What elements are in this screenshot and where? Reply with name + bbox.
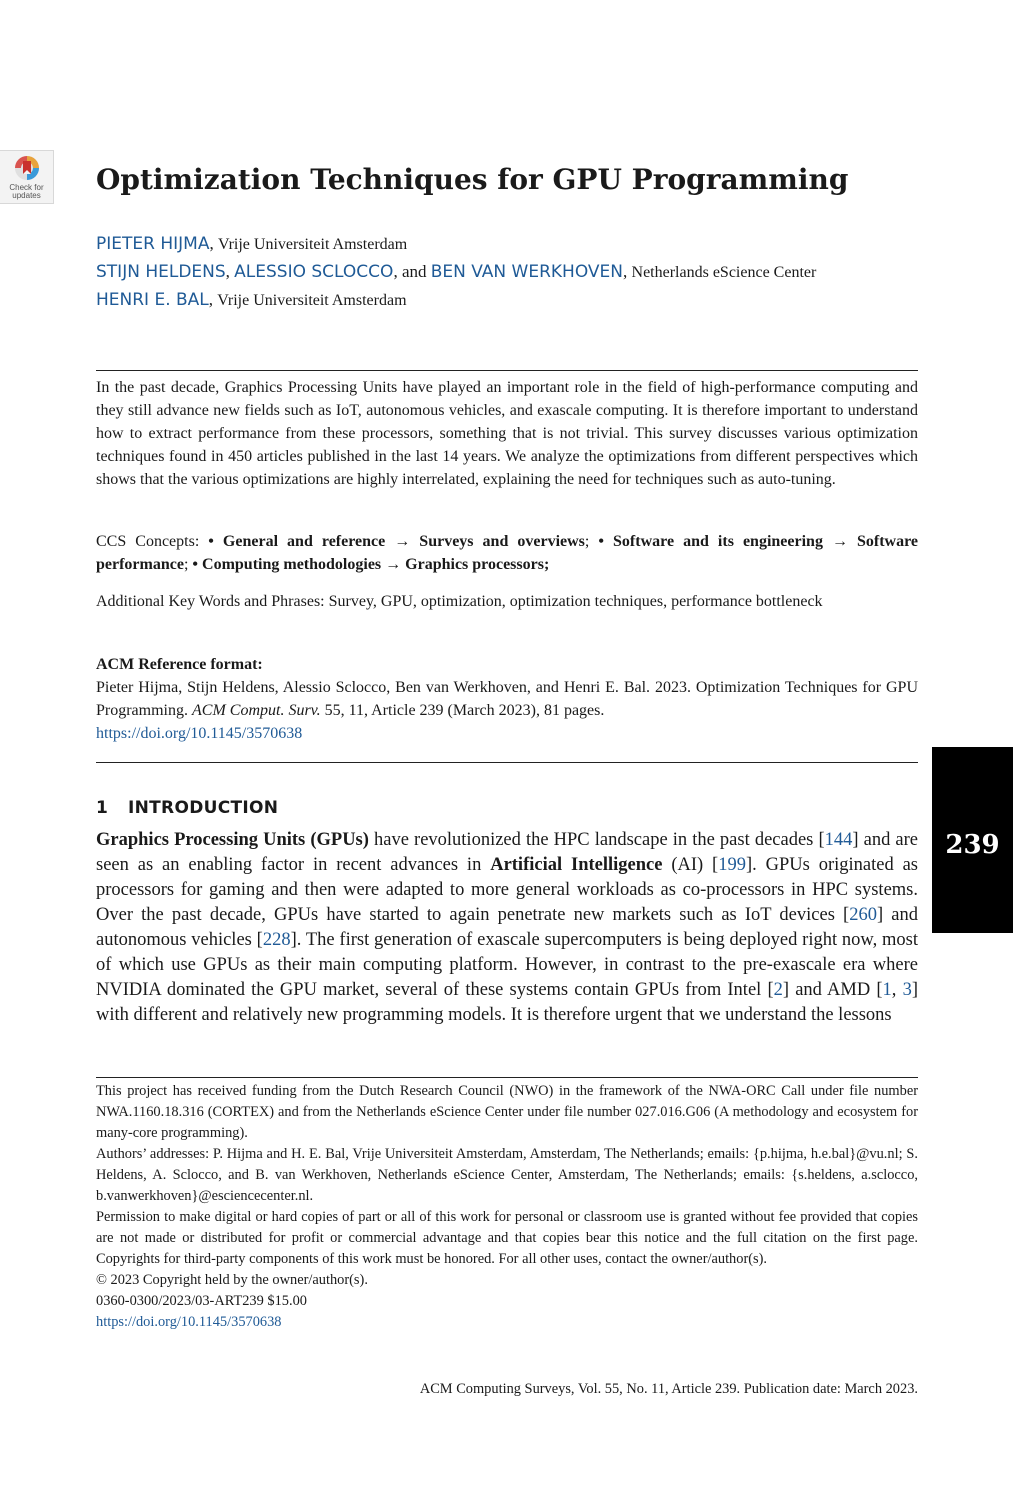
badge-label: Check for updates <box>9 183 44 200</box>
issn-note: 0360-0300/2023/03-ART239 $15.00 <box>96 1293 307 1309</box>
author-affiliation: Vrije Universiteit Amsterdam <box>217 292 407 309</box>
ccs-label: CCS Concepts: <box>96 533 200 550</box>
citation-link[interactable]: 199 <box>718 855 746 875</box>
keywords <box>96 590 918 613</box>
copyright-note: © 2023 Copyright held by the owner/author(s). <box>96 1272 368 1288</box>
citation-link[interactable]: 3 <box>902 980 912 1000</box>
article-number-tab <box>932 747 1013 933</box>
author-line-3: HENRI E. BAL, Vrije Universiteit Amsterdam <box>96 290 407 310</box>
ccs-concept-3: • Computing methodologies → Graphics processors; <box>192 556 550 573</box>
author-line-2: STIJN HELDENS, ALESSIO SCLOCCO, and BEN VAN WERKHOVEN, Netherlands eScience Center <box>96 262 817 282</box>
citation-link[interactable]: 144 <box>824 830 853 850</box>
check-for-updates-icon <box>14 155 40 183</box>
section-heading <box>96 795 278 821</box>
article-number: 239 <box>945 830 1000 860</box>
check-for-updates-badge[interactable] <box>0 150 54 204</box>
journal-name: ACM Comput. Surv. <box>192 702 321 719</box>
author-name[interactable]: PIETER HIJMA <box>96 234 210 254</box>
funding-note: This project has received funding from the Dutch Research Council (NWO) in the framework of the NWA-ORC Call under file number NWA.1160.18.316 (CORTEX) and from the Netherlands eScience Center under file number 027.016.G06 (A methodology and ecosystem for many-core programming). <box>96 1083 918 1141</box>
footnote-rule <box>96 1077 918 1078</box>
abstract: In the past decade, Graphics Processing Units have played an important role in the field of high-performance computing and they still advance new fields such as IoT, autonomous vehicles, and exascale computing. It is therefore important to understand how to extract performance from these processors, something that is not trivial. This survey discusses various optimization techniques found in 450 articles published in the last 14 years. We analyze the optimizations from different perspectives which shows that the various optimizations are highly interrelated, explaining the need for techniques such as auto-tuning. <box>96 379 918 488</box>
section-title: INTRODUCTION <box>128 798 279 818</box>
author-name[interactable]: HENRI E. BAL <box>96 290 209 310</box>
running-footer: ACM Computing Surveys, Vol. 55, No. 11, Article 239. Publication date: March 2023. <box>419 1381 918 1397</box>
permission-note: Permission to make digital or hard copies of part or all of this work for personal or classroom use is granted without fee provided that copies are not made or distributed for profit or commercial advantage and that copies bear this notice and the full citation on the first page. Copyrights for third-party components of this work must be honored. For all other uses, contact the owner/author(s). <box>96 1209 918 1267</box>
footnote-doi-link[interactable]: https://doi.org/10.1145/3570638 <box>96 1314 282 1330</box>
citation-link[interactable]: 1 <box>882 980 892 1000</box>
abstract-bottom-rule <box>96 762 918 763</box>
ccs-concepts: CCS Concepts: • General and reference → Surveys and overviews; • Software and its engineering → Software performance; • Computing methodologies → Graphics processors; <box>96 533 919 573</box>
citation-link[interactable]: 260 <box>849 905 877 925</box>
author-affiliation: Netherlands eScience Center <box>631 264 817 281</box>
addresses-note: Authors’ addresses: P. Hijma and H. E. Bal, Vrije Universiteit Amsterdam, Amsterdam, The Netherlands; emails: {p.hijma, h.e.bal}@vu.nl; S. Heldens, A. Sclocco, and B. van Werkhoven, Netherlands eScience Center, Amsterdam, The Netherlands; emails: {s.heldens, a.sclocco, b.vanwerkhoven}@esciencecenter.nl. <box>96 1146 918 1204</box>
ccs-concept-1: • General and reference → Surveys and overviews <box>208 533 585 550</box>
author-block <box>96 230 918 314</box>
doi-link[interactable]: https://doi.org/10.1145/3570638 <box>96 725 303 742</box>
author-name[interactable]: BEN VAN WERKHOVEN <box>430 262 624 282</box>
keywords-label: Additional Key Words and Phrases: <box>96 593 325 610</box>
author-conjunction: and <box>401 262 427 281</box>
author-name[interactable]: ALESSIO SCLOCCO <box>234 262 394 282</box>
ccs-concept-2: • Software and its engineering → Software performance <box>96 533 919 573</box>
author-affiliation: Vrije Universiteit Amsterdam <box>217 236 408 253</box>
keywords-text: Survey, GPU, optimization, optimization techniques, performance bottleneck <box>328 593 823 610</box>
author-line-1: PIETER HIJMA, Vrije Universiteit Amsterdam <box>96 234 408 254</box>
paper-title: Optimization Techniques for GPU Programming <box>96 163 849 196</box>
intro-paragraph: Graphics Processing Units (GPUs) have revolutionized the HPC landscape in the past decades [144] and are seen as an enabling factor in recent advances in Artificial Intelligence (AI) [199]. GPUs originated as processors for gaming and then were adapted to more general workloads as co-processors in HPC systems. Over the past decade, GPUs have started to again penetrate new markets such as IoT devices [260] and autonomous vehicles [228]. The first generation of exascale supercomputers is being deployed right now, most of which use GPUs as their main computing platform. However, in contrast to the pre-exascale era where NVIDIA dominated the GPU market, several of these systems contain GPUs from Intel [2] and AMD [1, 3] with different and relatively new programming models. It is therefore urgent that we understand the lessons <box>96 830 919 1025</box>
section-number: 1 <box>96 798 109 818</box>
citation-link[interactable]: 2 <box>773 980 783 1000</box>
acm-reference-heading: ACM Reference format: <box>96 656 263 673</box>
footnotes <box>96 1081 918 1333</box>
citation-link[interactable]: 228 <box>262 930 291 950</box>
acm-reference <box>96 653 918 745</box>
abstract-top-rule <box>96 370 918 371</box>
author-name[interactable]: STIJN HELDENS <box>96 262 226 282</box>
acm-reference-citation: Pieter Hijma, Stijn Heldens, Alessio Sclocco, Ben van Werkhoven, and Henri E. Bal. 2023. Optimization Techniques for GPU Programming. ACM Comput. Surv. 55, 11, Article 239 (March 2023), 81 pages. <box>96 679 918 719</box>
